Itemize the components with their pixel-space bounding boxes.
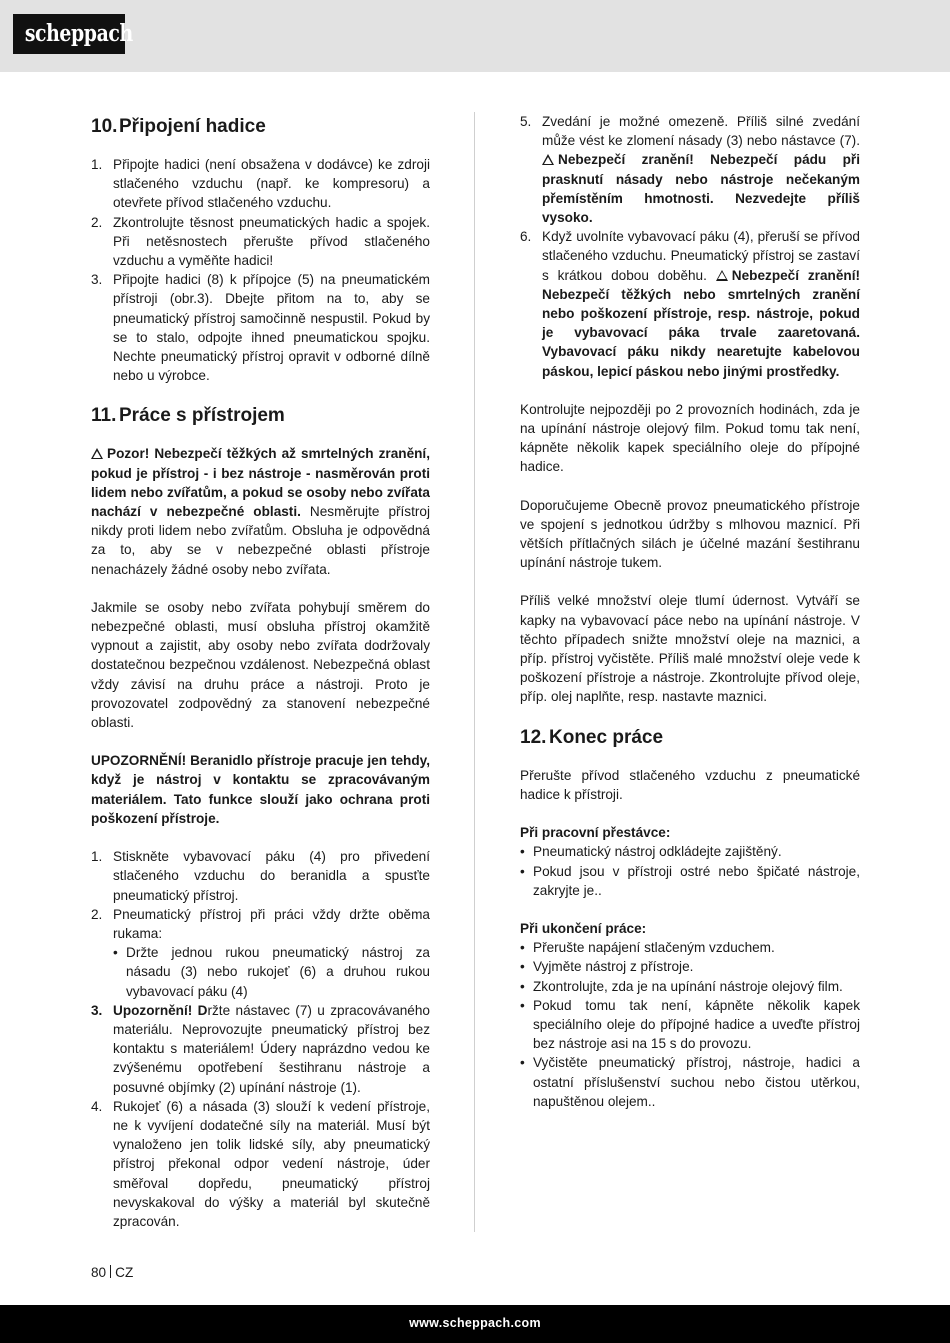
list-item: • Pokud tomu tak není, kápněte několik kapek speciálního oleje do přípojné hadice a uveďte přístroj bez nástroje asi na 15 s do provozu. bbox=[520, 996, 860, 1054]
work-steps-list bbox=[91, 847, 430, 1231]
step-text: Zkontrolujte těsnost pneumatických hadic a spojek. Při netěsnostech přerušte přívod stlačeného vzduchu a vyměňte hadici! bbox=[113, 214, 430, 269]
step-2-sublist bbox=[113, 943, 430, 1001]
step-text: ržte nástavec (7) u zpracovávaného materiálu. Neprovozujte pneumatický přístroj bez kontaktu s materiálem! Údery naprázdno vedou ke zvýšenému opotřebení šestihranu nástroje a posuvné objímky (2) upínání nástroje (1). bbox=[113, 1002, 430, 1095]
list-item bbox=[91, 905, 430, 1001]
list-item bbox=[91, 213, 430, 271]
step-number: 6. bbox=[520, 229, 532, 245]
page-number bbox=[91, 1265, 133, 1280]
list-item: • Pokud jsou v přístroji ostré nebo špičaté nástroje, zakryjte je.. bbox=[520, 862, 860, 900]
oil-check-paragraph: Kontrolujte nejpozději po 2 provozních hodinách, zda je na upínání nástroje olejový film. Pokud tomu tak není, kápněte několik kapek speciálního oleje do přípojné hadice. bbox=[520, 401, 860, 475]
page-language: CZ bbox=[115, 1265, 134, 1280]
page-number-value: 80 bbox=[91, 1265, 107, 1280]
list-item bbox=[91, 847, 430, 905]
list-item: • Přerušte napájení stlačeným vzduchem. bbox=[520, 938, 860, 957]
step-text: Připojte hadici (není obsažena v dodávce) ke zdroji stlačeného vzduchu (např. ke kompresoru) a otevřete přívod stlačeného vzduchu. bbox=[113, 157, 430, 211]
section-12-title: Konec práce bbox=[549, 726, 664, 748]
section-11-number: 11. bbox=[91, 405, 117, 427]
step-number: 5. bbox=[520, 114, 532, 129]
step-text: Připojte hadici (8) k přípojce (5) na pneumatickém přístroji (obr.3). Dbejte přitom na to, aby se pneumatický přístroj samočinně nespustil. Pokud by se to stalo, odpojte ihned pneumatickou spojku. Nechte pneumatický přístroj opravit v odborné dílně nebo u výrobce. bbox=[113, 272, 430, 384]
left-column bbox=[91, 112, 430, 1231]
end-work-intro: Přerušte přívod stlačeného vzduchu z pneumatické hadice k přístroji. bbox=[520, 767, 860, 802]
pozor-warning-text: Nesměrujte přístroj nikdy proti lidem nebo zvířatům. Obsluha je odpovědná za to, aby se v nebezpečné oblasti přístroje nenacházely žádné osoby nebo zvířata. bbox=[91, 504, 430, 577]
end-list bbox=[520, 938, 860, 1111]
danger-zone-paragraph: Jakmile se osoby nebo zvířata pohybují směrem do nebezpečné oblasti, musí obsluha přístroj okamžitě vypnout a zajistit, aby osoby nebo zvířata dodržovaly dostatečnou bezpečnou vzdálenost. Nebezpečná oblast vždy závisí na druhu práce a nástroji. Proto je provozovatel zodpovědný za stanovení nebezpečné oblasti. bbox=[91, 599, 430, 731]
step-number: 1. bbox=[91, 849, 103, 865]
pause-title: Při pracovní přestávce: bbox=[520, 825, 671, 841]
section-11-title: Práce s přístrojem bbox=[119, 405, 285, 427]
list-item: • Zkontrolujte, zda je na upínání nástroje olejový film. bbox=[520, 977, 860, 996]
warning-triangle-icon bbox=[91, 448, 103, 459]
list-item bbox=[91, 270, 430, 385]
brand-logo-text: scheppach bbox=[24, 20, 133, 47]
pause-list bbox=[520, 842, 860, 900]
step-number: 3. bbox=[91, 272, 103, 288]
oil-recommendation-paragraph: Doporučujeme Obecně provoz pneumatického přístroje ve spojení s jednotkou údržby s mlhovou maznicí. Při větších přítlačných silách je účelné mazání šestihranu upínání nástroje tukem. bbox=[520, 497, 860, 571]
upozorneni-note: UPOZORNĚNÍ! Beranidlo přístroje pracuje jen tehdy, když je nástroj v kontaktu se zpracovávaným materiálem. Tato funkce slouží jako ochrana proti poškození přístroje. bbox=[91, 753, 430, 826]
pozor-warning-bold: Pozor! Nebezpečí těžkých až smrtelných zranění, pokud je přístroj - i bez nástroje - nasměrován proti lidem nebo zvířatům, a pokud se osoby nebo zvířata nachází v nebezpečné oblasti. bbox=[91, 446, 430, 520]
warning-triangle-icon bbox=[542, 154, 554, 165]
step-text: Zvedání je možné omezeně. Příliš silné zvedání může vést ke zlomení násady (3) nebo nástavce (7). bbox=[542, 114, 860, 149]
list-item: • Držte jednou rukou pneumatický nástroj za násadu (3) nebo rukojeť (6) a druhou rukou vybavovací páku (4) bbox=[113, 943, 430, 1001]
right-column bbox=[520, 112, 860, 1111]
section-10-heading bbox=[91, 115, 430, 139]
warning-triangle-icon bbox=[716, 270, 728, 281]
step-number: 3. bbox=[91, 1002, 103, 1018]
oil-quantity-paragraph: Příliš velké množství oleje tlumí údernost. Vytváří se kapky na vybavovací páce nebo na upínání nástroje. V těchto případech snižte množství oleje na maznici, a příp. přístroj vyčistěte. Příliš malé množství oleje vede k poškození přístroje a nástroje. Zkontrolujte přívod oleje, příp. olej naplňte, resp. nastavte maznici. bbox=[520, 593, 860, 705]
step-number: 2. bbox=[91, 906, 103, 922]
page-header bbox=[0, 0, 950, 72]
section-10-number: 10. bbox=[91, 116, 118, 137]
hose-steps-list bbox=[91, 155, 430, 385]
end-title: Při ukončení práce: bbox=[520, 920, 647, 936]
section-11-heading bbox=[91, 404, 430, 428]
list-item bbox=[91, 1097, 430, 1231]
list-item: • Vyjměte nástroj z přístroje. bbox=[520, 957, 860, 976]
section-12-number: 12. bbox=[520, 726, 547, 748]
work-steps-continued bbox=[520, 112, 860, 381]
list-item bbox=[91, 1001, 430, 1097]
step-5-warning: Nebezpečí zranění! Nebezpečí pádu při prasknutí násady nebo nástroje nečekaným přemístěním hmotnosti. Nezvedejte příliš vysoko. bbox=[542, 152, 860, 226]
pozor-warning bbox=[91, 444, 430, 578]
step-number: 1. bbox=[91, 157, 103, 172]
footer-url[interactable]: www.scheppach.com bbox=[409, 1316, 541, 1330]
step-text: Stiskněte vybavovací páku (4) pro přivedení stlačeného vzduchu do beranidla a spusťte pneumatický přístroj. bbox=[113, 849, 430, 903]
step-text: Rukojeť (6) a násada (3) slouží k vedení přístroje, ne k vyvíjení dodatečné síly na materiál. Musí být vynaloženo jen tolik lidské síly, aby pneumatický přístroj překonal odpor vedení nástroje, úder směřoval dopředu, pneumatický přístroj nevyskakoval do výšky a materiál byl skutečně zpracován. bbox=[113, 1098, 430, 1229]
list-item bbox=[520, 112, 860, 227]
page-footer bbox=[0, 1305, 950, 1343]
list-item: • Vyčistěte pneumatický přístroj, nástroje, hadici a ostatní příslušenství suchou nebo čistou utěrkou, napuštěnou olejem.. bbox=[520, 1053, 860, 1111]
brand-logo bbox=[13, 14, 133, 54]
column-divider bbox=[474, 112, 475, 1232]
section-12-heading bbox=[520, 726, 860, 750]
list-item bbox=[91, 155, 430, 213]
list-item: • Pneumatický nástroj odkládejte zajištěný. bbox=[520, 842, 860, 861]
list-item bbox=[520, 227, 860, 381]
step-number: 2. bbox=[91, 214, 103, 230]
section-10-title: Připojení hadice bbox=[119, 116, 266, 137]
step-6-warning: Nebezpečí zranění! Nebezpečí těžkých nebo smrtelných zranění nebo poškození přístroje, resp. nástroje, pokud je vybavovací páka trvale zaaretovaná. Vybavovací páku nikdy nearetujte kabelovou páskou, lepicí páskou nebo jinými prostředky. bbox=[542, 267, 860, 379]
page-number-separator bbox=[110, 1265, 111, 1278]
step-text: Pneumatický přístroj při práci vždy držte oběma rukama: bbox=[113, 906, 430, 941]
step-3-bold: Upozornění! D bbox=[113, 1002, 208, 1018]
step-text: Když uvolníte vybavovací páku (4), přeruší se přívod stlačeného vzduchu. Pneumatický přístroj se zastaví s krátkou dobou doběhu. bbox=[542, 229, 860, 283]
step-number: 4. bbox=[91, 1098, 103, 1114]
